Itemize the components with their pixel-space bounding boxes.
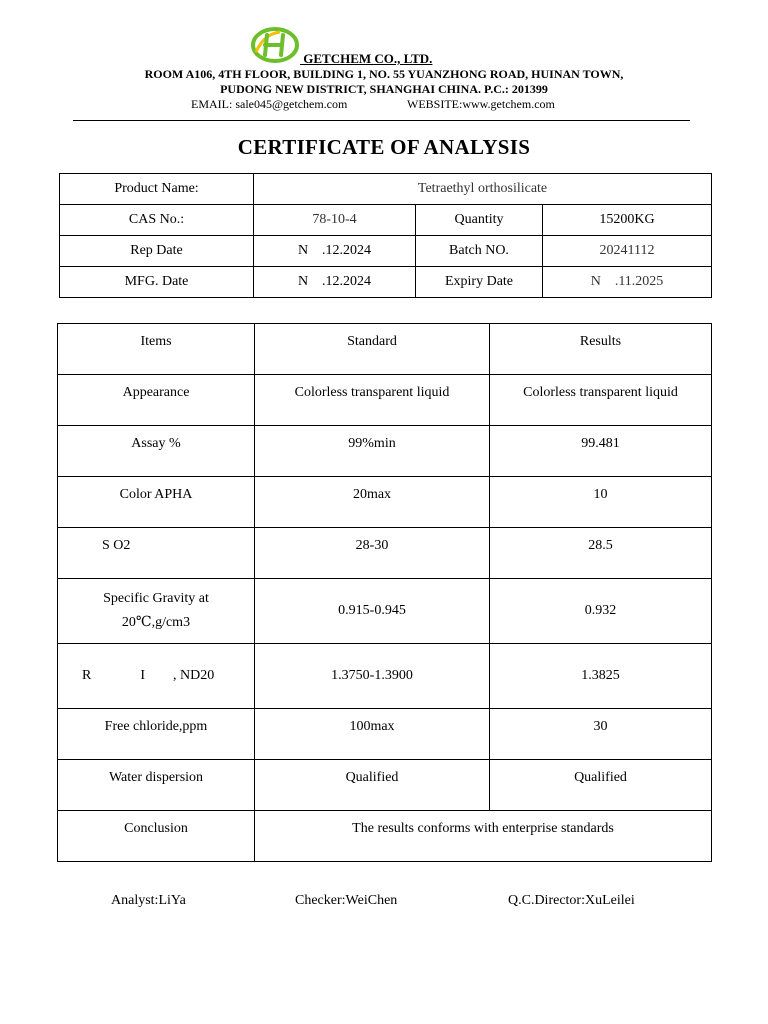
expiry-value: N .11.2025 [543,267,712,298]
address-line-2: PUDONG NEW DISTRICT, SHANGHAI CHINA. P.C.: 201399 [220,82,548,96]
row-item: Appearance [58,375,255,426]
conclusion-row [58,811,712,862]
getchem-logo-icon [250,26,300,64]
row-result: 28.5 [490,528,712,579]
address-line-1: ROOM A106, 4TH FLOOR, BUILDING 1, NO. 55 YUANZHONG ROAD, HUINAN TOWN, [144,67,624,81]
row-standard: 20max [255,477,490,528]
row-standard: Qualified [255,760,490,811]
header-items: Items [58,324,255,375]
row-standard: 100max [255,709,490,760]
table-row [58,375,712,426]
email-text: EMAIL: sale045@getchem.com [191,97,348,111]
expiry-label: Expiry Date [416,267,543,298]
cas-label: CAS No.: [60,205,254,236]
director-signature: Q.C.Director:XuLeilei [508,893,635,908]
batch-label: Batch NO. [416,236,543,267]
results-header-row [58,324,712,375]
row-item: Assay % [58,426,255,477]
row-item-line1: Specific Gravity at [103,591,209,606]
company-name: GETCHEM CO., LTD. [300,51,433,66]
quantity-label: Quantity [416,205,543,236]
rep-date-value: N .12.2024 [254,236,416,267]
product-name-value: Tetraethyl orthosilicate [254,174,712,205]
table-row [58,528,712,579]
header-divider [73,120,690,121]
row-item: R I , ND20 [58,644,255,709]
row-result: Colorless transparent liquid [490,375,712,426]
row-standard: 28-30 [255,528,490,579]
row-result: 99.481 [490,426,712,477]
table-row [58,579,712,644]
row-standard: 1.3750-1.3900 [255,644,490,709]
row-result: 30 [490,709,712,760]
quantity-value: 15200KG [543,205,712,236]
row-standard: Colorless transparent liquid [255,375,490,426]
row-item: S O2 [58,528,255,579]
row-result: 1.3825 [490,644,712,709]
table-row [58,477,712,528]
row-standard: 0.915-0.945 [255,579,490,644]
table-row [58,760,712,811]
mfg-date-row [60,267,712,298]
row-item: Free chloride,ppm [58,709,255,760]
website-text: WEBSITE:www.getchem.com [407,97,555,111]
row-item: Color APHA [58,477,255,528]
batch-value: 20241112 [543,236,712,267]
results-table [57,323,712,862]
table-row [58,709,712,760]
row-item-line2: 20℃,g/cm3 [121,615,191,630]
row-result: 0.932 [490,579,712,644]
row-standard: 99%min [255,426,490,477]
row-result: Qualified [490,760,712,811]
conclusion-text: The results conforms with enterprise standards [255,811,712,862]
row-item: Water dispersion [58,760,255,811]
product-info-table [59,173,712,298]
cas-value: 78-10-4 [254,205,416,236]
table-row [58,426,712,477]
row-item [58,579,255,644]
cas-row [60,205,712,236]
document-title: CERTIFICATE OF ANALYSIS [237,135,531,159]
mfg-date-value: N .12.2024 [254,267,416,298]
header-results: Results [490,324,712,375]
row-result: 10 [490,477,712,528]
header-standard: Standard [255,324,490,375]
conclusion-label: Conclusion [58,811,255,862]
checker-signature: Checker:WeiChen [295,893,398,908]
rep-date-label: Rep Date [60,236,254,267]
table-row [58,644,712,709]
mfg-date-label: MFG. Date [60,267,254,298]
product-name-label: Product Name: [60,174,254,205]
product-name-row [60,174,712,205]
analyst-signature: Analyst:LiYa [111,893,186,908]
rep-date-row [60,236,712,267]
